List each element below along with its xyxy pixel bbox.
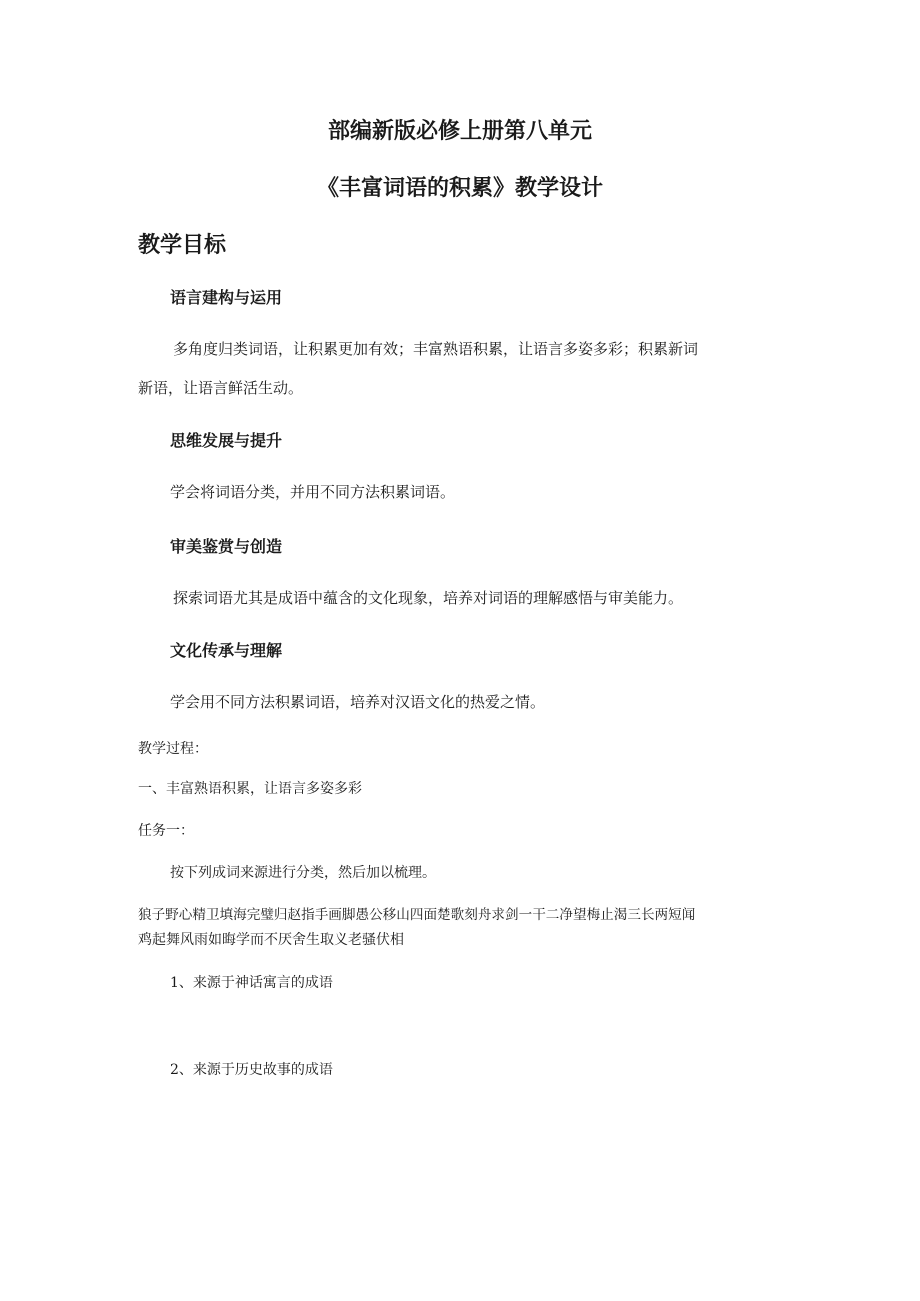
section-heading-culture: 文化传承与理解 xyxy=(170,641,283,660)
section-text-thinking: 学会将词语分类，并用不同方法积累词语。 xyxy=(170,483,456,501)
document-title-line1: 部编新版必修上册第八单元 xyxy=(327,119,592,144)
section-text-language-line1: 多角度归类词语，让积累更加有效；丰富熟语积累，让语言多姿多彩；积累新词 xyxy=(173,340,699,358)
section-heading-aesthetics: 审美鉴赏与创造 xyxy=(170,537,283,556)
idioms-list-line1: 狼子野心精卫填海完璧归赵指手画脚愚公移山四面楚歌刻舟求剑一干二净望梅止渴三长两短闻 xyxy=(138,907,696,923)
document-title-line2: 《丰富词语的积累》教学设计 xyxy=(316,176,603,201)
task-one-label: 任务一： xyxy=(138,823,194,839)
process-label: 教学过程： xyxy=(138,741,208,757)
idioms-list-line2: 鸡起舞风雨如晦学而不厌舍生取义老骚伏相 xyxy=(138,932,404,948)
section-text-aesthetics: 探索词语尤其是成语中蕴含的文化现象，培养对词语的理解感悟与审美能力。 xyxy=(173,589,684,607)
task-instruction: 按下列成词来源进行分类，然后加以梳理。 xyxy=(170,865,436,881)
part-one-heading: 一、丰富熟语积累，让语言多姿多彩 xyxy=(138,781,362,797)
objectives-heading: 教学目标 xyxy=(138,233,227,258)
category-item-history: 2、来源于历史故事的成语 xyxy=(170,1062,333,1078)
section-heading-thinking: 思维发展与提升 xyxy=(170,431,283,450)
category-item-myth: 1、来源于神话寓言的成语 xyxy=(170,975,333,991)
section-heading-language: 语言建构与运用 xyxy=(170,288,283,307)
section-text-culture: 学会用不同方法积累词语，培养对汉语文化的热爱之情。 xyxy=(170,693,546,711)
section-text-language-line2: 新语，让语言鲜活生动。 xyxy=(138,379,304,397)
